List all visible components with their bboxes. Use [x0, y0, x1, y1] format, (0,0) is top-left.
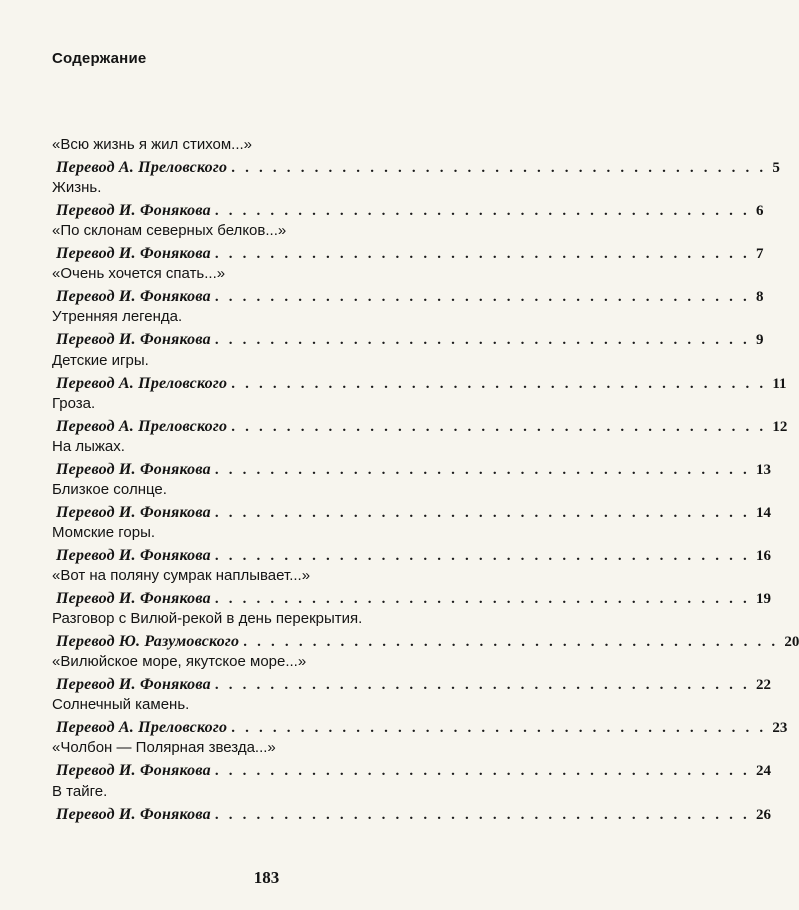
toc-entry-page-number: 24	[755, 763, 771, 780]
toc-entry-translator: Перевод А. Преловского	[56, 417, 228, 435]
toc-entry-page-number: 22	[755, 677, 771, 694]
toc-entry-line	[56, 762, 771, 784]
toc-entry-line	[56, 245, 764, 267]
toc-entry-page-number: 16	[755, 547, 771, 564]
toc-entry-page-number: 19	[755, 591, 771, 607]
toc-entry-page-number: 6	[755, 203, 764, 220]
dot-leader: . . . . . . . . . . . . . . . . . . . . . . . . . . . . . . . . . . . . . . .	[214, 504, 750, 521]
toc-entry-line	[56, 288, 764, 310]
dot-leader: . . . . . . . . . . . . . . . . . . . . . . . . . . . . . . . . . . . . . . .	[231, 418, 767, 435]
toc-entry-line	[56, 374, 787, 397]
toc-entry-page-number: 11	[772, 375, 787, 392]
toc-entry-title: Детские игры.	[52, 351, 149, 369]
dot-leader: . . . . . . . . . . . . . . . . . . . . . . . . . . . . . . . . . . . . . . .	[214, 806, 750, 823]
toc-entry-title: На лыжах.	[52, 437, 125, 455]
toc-entry-line	[56, 590, 771, 612]
toc-entry-translator: Перевод И. Фонякова	[56, 762, 211, 780]
toc-entry-title: Момские горы.	[52, 523, 156, 541]
contents-heading: Содержание	[52, 50, 147, 67]
toc-entry-title: Жизнь.	[52, 179, 102, 197]
toc-entry-line	[56, 503, 771, 526]
toc-entry-line	[56, 202, 764, 224]
toc-entry-page-number: 20	[784, 634, 799, 651]
dot-leader: . . . . . . . . . . . . . . . . . . . . . . . . . . . . . . . . . . . . . . .	[214, 547, 750, 564]
toc-entry-line	[56, 460, 771, 483]
toc-entry-line	[56, 805, 771, 828]
toc-entry-translator: Перевод И. Фонякова	[56, 546, 211, 564]
toc-entry-line	[56, 633, 799, 655]
toc-entry-translator: Перевод И. Фонякова	[56, 805, 211, 823]
toc-entry-title: «Всю жизнь я жил стихом...»	[52, 136, 253, 153]
page-number: 183	[253, 868, 280, 887]
dot-leader: . . . . . . . . . . . . . . . . . . . . . . . . . . . . . . . . . . . . . . .	[214, 246, 750, 263]
toc-entry-title: Утренняя легенда.	[52, 308, 183, 326]
dot-leader: . . . . . . . . . . . . . . . . . . . . . . . . . . . . . . . . . . . . . . .	[214, 289, 750, 306]
toc-entry-title: Близкое солнце.	[52, 480, 167, 498]
dot-leader: . . . . . . . . . . . . . . . . . . . . . . . . . . . . . . . . . . . . . . .	[214, 461, 750, 478]
toc-entry-translator: Перевод И. Фонякова	[56, 245, 211, 263]
toc-entry-page-number: 7	[755, 246, 764, 263]
toc-entry-title: «Вилюйское море, якутское море...»	[52, 653, 307, 671]
toc-entry-line	[56, 159, 780, 181]
toc-entry-line	[56, 417, 788, 440]
toc-entry-translator: Перевод А. Преловского	[56, 374, 228, 392]
dot-leader: . . . . . . . . . . . . . . . . . . . . . . . . . . . . . . . . . . . . . . .	[243, 634, 779, 651]
toc-entry-title: «Вот на поляну сумрак наплывает...»	[52, 567, 311, 584]
toc-entry-page-number: 14	[755, 504, 771, 521]
toc-entry-page-number: 9	[755, 332, 764, 349]
toc-entry-page-number: 26	[755, 806, 771, 823]
toc-entry-title: Разговор с Вилюй-рекой в день перекрытия.	[52, 610, 363, 628]
toc-entry-line	[56, 546, 771, 569]
toc-entry-title: «Очень хочется спать...»	[52, 265, 226, 283]
toc-entry-title: В тайге.	[52, 782, 108, 800]
toc-entry-title: «По склонам северных белков...»	[52, 222, 287, 240]
toc-entry-page-number: 8	[755, 289, 764, 306]
toc-entry-title: «Чолбон — Полярная звезда...»	[52, 739, 276, 757]
toc-entry-translator: Перевод И. Фонякова	[56, 503, 211, 521]
toc-entry-translator: Перевод И. Фонякова	[56, 288, 211, 306]
toc-entry-translator: Перевод А. Преловского	[56, 159, 228, 176]
toc-entry-page-number: 13	[755, 461, 771, 478]
toc-entry-translator: Перевод Ю. Разумовского	[56, 633, 240, 651]
toc-entry-page-number: 5	[772, 160, 780, 176]
toc-entry-translator: Перевод И. Фонякова	[56, 331, 211, 349]
dot-leader: . . . . . . . . . . . . . . . . . . . . . . . . . . . . . . . . . . . . . . .	[214, 203, 750, 220]
toc-entry-title: Солнечный камень.	[52, 696, 190, 714]
dot-leader: . . . . . . . . . . . . . . . . . . . . . . . . . . . . . . . . . . . . . . .	[214, 763, 750, 780]
dot-leader: . . . . . . . . . . . . . . . . . . . . . . . . . . . . . . . . . . . . . . .	[214, 332, 750, 349]
toc-entry-line	[56, 676, 771, 698]
toc-entry-translator: Перевод А. Преловского	[56, 719, 228, 737]
toc-entry-translator: Перевод И. Фонякова	[56, 676, 211, 694]
toc-entry-page-number: 12	[772, 418, 788, 435]
dot-leader: . . . . . . . . . . . . . . . . . . . . . . . . . . . . . . . . . . . . . . .	[214, 591, 750, 607]
dot-leader: . . . . . . . . . . . . . . . . . . . . . . . . . . . . . . . . . . . . . . .	[214, 677, 750, 694]
dot-leader: . . . . . . . . . . . . . . . . . . . . . . . . . . . . . . . . . . . . . . .	[231, 720, 767, 737]
toc-entry-line	[56, 331, 764, 353]
dot-leader: . . . . . . . . . . . . . . . . . . . . . . . . . . . . . . . . . . . . . . .	[231, 160, 767, 176]
toc-entry-line	[56, 719, 788, 741]
toc-entry-translator: Перевод И. Фонякова	[56, 460, 211, 478]
toc-entry-translator: Перевод И. Фонякова	[56, 590, 211, 607]
dot-leader: . . . . . . . . . . . . . . . . . . . . . . . . . . . . . . . . . . . . . . .	[231, 375, 767, 392]
toc-entry-title: Гроза.	[52, 394, 96, 412]
toc-entry-translator: Перевод И. Фонякова	[56, 202, 211, 220]
toc-entry-page-number: 23	[772, 720, 788, 737]
